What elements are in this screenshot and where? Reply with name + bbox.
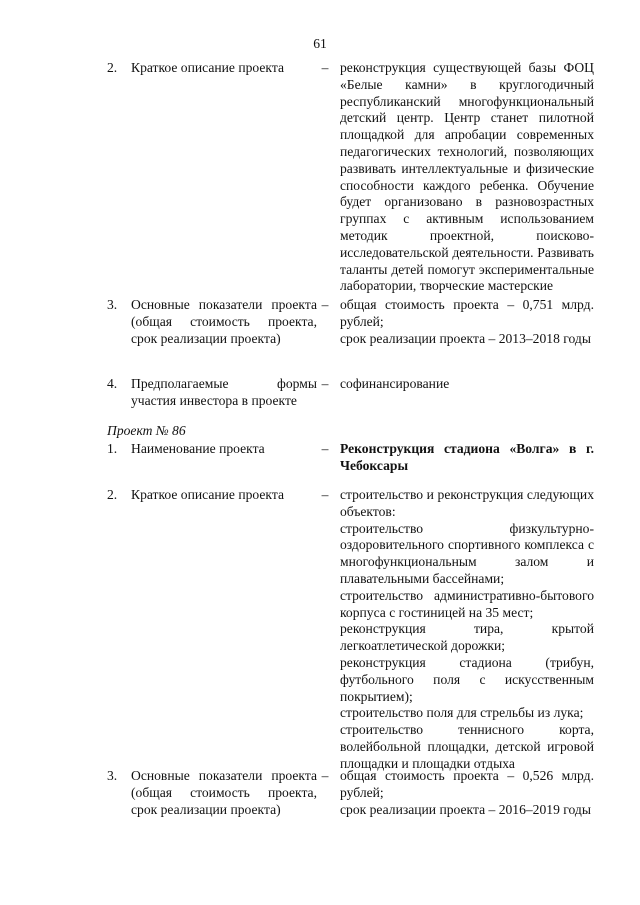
item-number: 1. — [107, 441, 118, 456]
item-number: 3. — [107, 297, 118, 312]
item-label: Краткое описание проекта — [131, 60, 284, 75]
item-value — [340, 376, 594, 393]
value-paragraph: общая стоимость проекта – 0,526 млрд. рублей; — [340, 768, 594, 800]
item-dash: – — [321, 768, 329, 783]
item-label: Предполагаемые формы участия инвестора в проекте — [131, 376, 317, 408]
value-paragraph: общая стоимость проекта – 0,751 млрд. рублей; — [340, 297, 594, 329]
item-label: Основные показатели проекта (общая стоимость проекта, срок реализации проекта) — [131, 297, 317, 346]
page-number: 61 — [313, 36, 327, 51]
value-paragraph: реконструкция существующей базы ФОЦ «Белые камни» в круглогодичный республиканский многофункциональный детский центр. Центр станет пилотной площадкой для апробации современных педагогических технологий, позволяющих развивать интеллектуальные и физические способности каждого ребенка. Обучение будет организовано в разновозрастных группах с активным использованием методик проектной, поисково-исследовательской деятельности. Развивать таланты детей помогут экспериментальные лаборатории, творческие мастерские — [340, 60, 594, 294]
item-value — [340, 487, 594, 773]
value-paragraph: строительство и реконструкция следующих объектов: — [340, 487, 594, 519]
item-dash: – — [321, 376, 329, 391]
item-value — [340, 441, 594, 475]
item-dash: – — [321, 297, 329, 312]
item-value — [340, 768, 594, 818]
item-number: 2. — [107, 60, 118, 75]
item-number: 4. — [107, 376, 118, 391]
value-paragraph: строительство поля для стрельбы из лука; — [340, 705, 584, 721]
value-paragraph: срок реализации проекта – 2016–2019 годы — [340, 801, 591, 817]
item-label: Краткое описание проекта — [131, 487, 284, 502]
item-label: Наименование проекта — [131, 441, 265, 456]
value-paragraph: строительство административно-бытового корпуса с гостиницей на 35 мест; — [340, 587, 594, 620]
item-value — [340, 60, 594, 295]
item-dash: – — [321, 60, 329, 75]
item-label: Основные показатели проекта (общая стоимость проекта, срок реализации проекта) — [131, 768, 317, 817]
item-number: 2. — [107, 487, 118, 502]
item-value — [340, 297, 594, 347]
value-paragraph: софинансирование — [340, 376, 450, 391]
item-dash: – — [321, 441, 329, 456]
value-paragraph: реконструкция тира, крытой легкоатлетической дорожки; — [340, 621, 594, 654]
item-number: 3. — [107, 768, 118, 783]
value-paragraph: строительство теннисного корта, волейбольной площадки, детской игровой площадки и площадки отдыха — [340, 722, 594, 771]
item-dash: – — [321, 487, 329, 502]
value-paragraph: срок реализации проекта – 2013–2018 годы — [340, 330, 591, 346]
value-paragraph: Реконструкция стадиона «Волга» в г. Чебоксары — [340, 441, 594, 473]
project-title: Проект № 86 — [107, 423, 186, 438]
value-paragraph: реконструкция стадиона (трибун, футбольного поля с искусственным покрытием); — [340, 654, 594, 704]
value-paragraph: строительство физкультурно-оздоровительного спортивного комплекса с многофункциональным залом и плавательными бассейнами; — [340, 520, 594, 586]
